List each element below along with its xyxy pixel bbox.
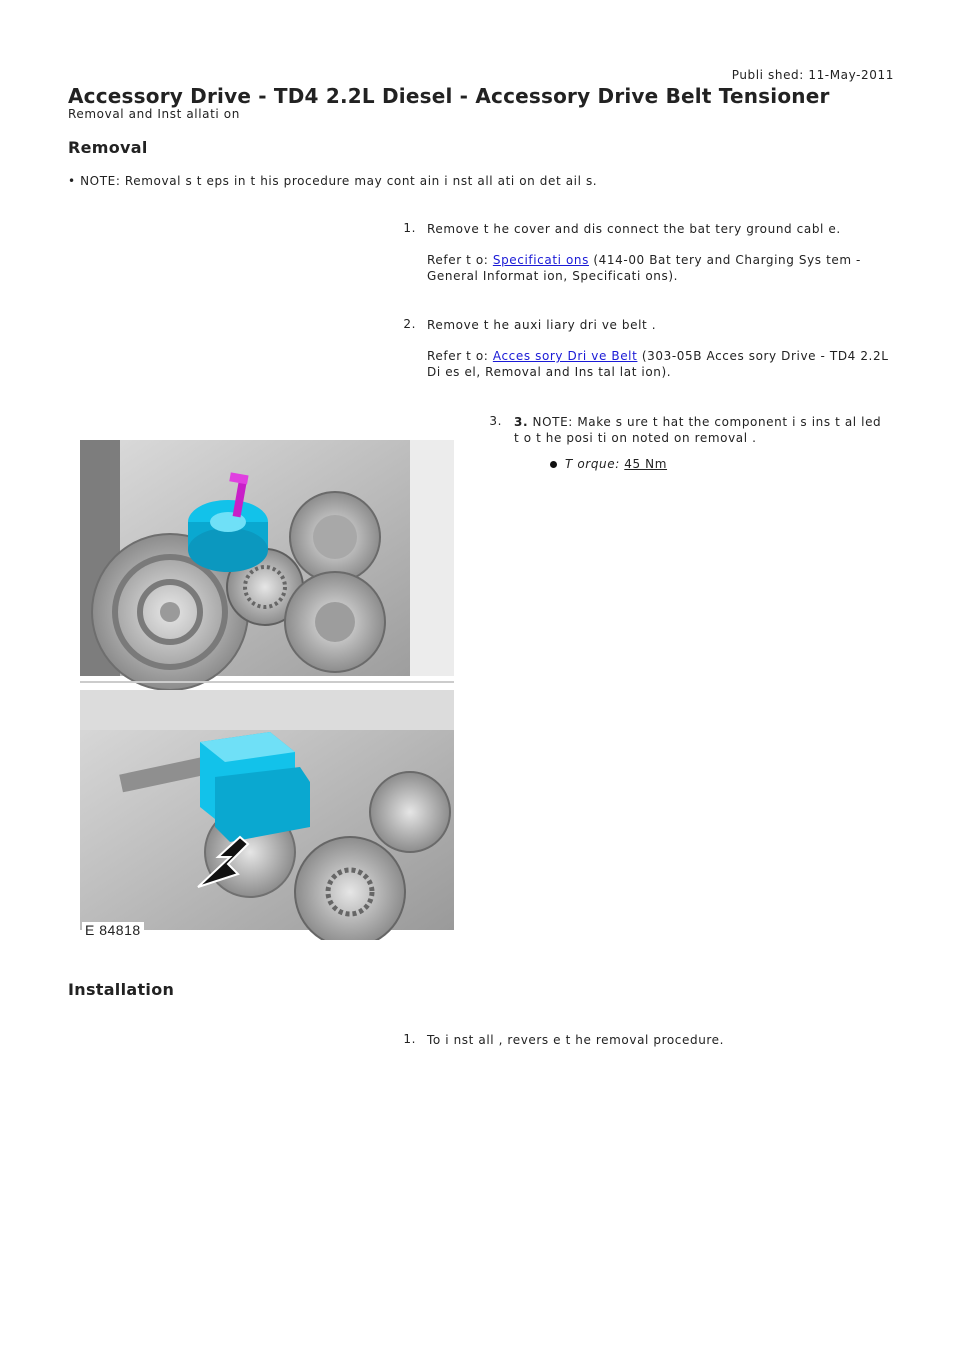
accessory-drive-belt-link[interactable]: Acces sory Dri ve Belt	[492, 349, 638, 363]
step-2-refer-suffix: (303-05B Acces sory Drive - TD4 2.2L Di es el, Removal and Ins tal lat ion).	[427, 349, 889, 379]
published-date: Publi shed: 11-May-2011	[731, 68, 894, 82]
step-1-reference	[427, 252, 889, 284]
step-1-refer-suffix: (414-00 Bat tery and Charging Sys tem - General Informat ion, Specificati ons).	[427, 253, 861, 283]
step-1-number: 1.	[403, 221, 416, 235]
upper-view-panel	[80, 440, 454, 690]
lower-view-panel	[80, 690, 454, 940]
install-step-1-number: 1.	[403, 1032, 416, 1046]
step-3-note	[514, 414, 882, 446]
figure-code: E 84818	[82, 922, 144, 938]
step-2-number: 2.	[403, 317, 416, 331]
removal-note: • NOTE: Removal s t eps in t his procedure may cont ain i nst all ati on det ail s.	[68, 174, 598, 188]
step-3-note-text: NOTE: Make s ure t hat the component i s ins t al led t o t he posi ti on noted on removal .	[514, 415, 882, 445]
removal-heading: Removal	[68, 138, 148, 157]
torque-value: 45 Nm	[624, 457, 668, 471]
step-3-bold-prefix: 3.	[514, 415, 529, 429]
step-1-refer-prefix: Refer t o:	[427, 253, 493, 267]
step-2-text: Remove t he auxi liary dri ve belt .	[427, 318, 657, 332]
torque-bullet	[550, 461, 557, 468]
step-3-number: 3.	[489, 414, 502, 428]
step-1-text: Remove t he cover and dis connect the bat tery ground cabl e.	[427, 222, 841, 236]
torque-label: T orque:	[565, 457, 620, 471]
install-step-1-text: To i nst all , revers e t he removal procedure.	[427, 1033, 725, 1047]
tensioner-highlight-upper	[188, 500, 268, 572]
page-subtitle: Removal and Inst allati on	[68, 107, 240, 121]
tensioner-illustration	[80, 432, 458, 940]
installation-heading: Installation	[68, 980, 175, 999]
torque-spec	[565, 457, 667, 471]
step-2-refer-prefix: Refer t o:	[427, 349, 493, 363]
step-2-reference	[427, 348, 889, 380]
specifications-link[interactable]: Specificati ons	[492, 253, 589, 267]
page-title: Accessory Drive - TD4 2.2L Diesel - Accessory Drive Belt Tensioner	[68, 84, 830, 108]
